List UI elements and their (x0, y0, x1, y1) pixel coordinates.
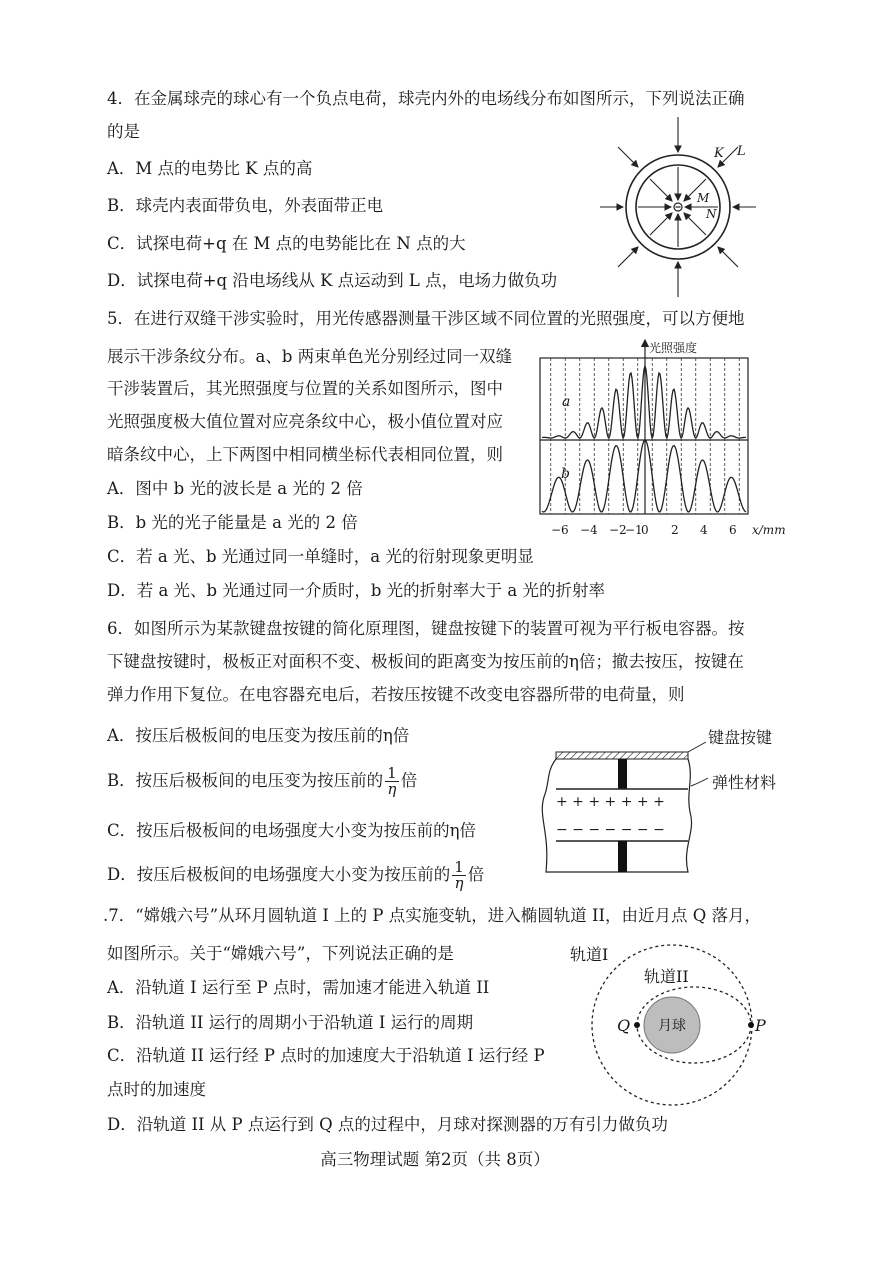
q7-stem-line1: .7．“嫦娥六号”从环月圆轨道 I 上的 P 点实施变轨，进入椭圆轨道 II，由近月点 Q 落月， (103, 906, 762, 925)
q7-orbit2-label: 轨道II (644, 967, 689, 986)
q5-stem-line5: 暗条纹中心，上下两图中相同横坐标代表相同位置，则 (107, 445, 503, 464)
q7-orbit1-label: 轨道I (570, 945, 609, 964)
q6-option-b-suffix: 倍 (400, 771, 418, 790)
q6-option-d (107, 860, 484, 891)
q5-tick-6: 6 (729, 523, 737, 537)
q7-option-c-line2: 点时的加速度 (107, 1080, 206, 1099)
q5-tick-n2: −2 (609, 523, 627, 537)
q5-stem-line2: 展示干涉条纹分布。a、b 两束单色光分别经过同一双缝 (107, 347, 513, 366)
q5-option-a: A．图中 b 光的波长是 a 光的 2 倍 (107, 479, 363, 498)
q6-option-b (107, 766, 417, 797)
q4-option-d: D．试探电荷+q 沿电场线从 K 点运动到 L 点，电场力做负功 (107, 271, 558, 290)
q7-stem-line2: 如图所示。关于“嫦娥六号”，下列说法正确的是 (107, 944, 454, 963)
q5-option-c: C．若 a 光、b 光通过同一单缝时，a 光的衍射现象更明显 (107, 547, 534, 566)
q4-label-k: K (714, 146, 724, 161)
q6-option-d-suffix: 倍 (467, 865, 485, 884)
q7-option-c-line1: C．沿轨道 II 运行经 P 点时的加速度大于沿轨道 I 运行经 P (107, 1046, 545, 1065)
q7-orbit-figure (562, 938, 777, 1108)
q4-option-b: B．球壳内表面带负电，外表面带正电 (107, 196, 384, 215)
q5-xlabel: x/mm (752, 523, 786, 537)
q6-elastic-label: 弹性材料 (712, 773, 777, 792)
q7-option-b: B．沿轨道 II 运行的周期小于沿轨道 I 运行的周期 (107, 1013, 474, 1032)
q6-fraction-numerator: 1 (454, 858, 464, 876)
q5-tick-n1: −1 (625, 523, 643, 537)
q5-tick-2: 2 (671, 523, 679, 537)
q5-stem-line1: 5．在进行双缝干涉实验时，用光传感器测量干涉区域不同位置的光照强度，可以方便地 (107, 309, 745, 328)
q4-label-m: M (697, 191, 710, 205)
q6-minus-charges: − − − − − − − (556, 822, 665, 838)
q4-stem-line2: 的是 (107, 122, 140, 141)
q5-option-d: D．若 a 光、b 光通过同一介质时，b 光的折射率大于 a 光的折射率 (107, 581, 605, 600)
q4-field-line-figure (600, 112, 770, 302)
q5-label-a: a (562, 394, 571, 410)
q7-label-p: P (755, 1016, 766, 1035)
q6-option-d-fraction (452, 860, 466, 891)
q5-label-b: b (561, 466, 570, 482)
q4-stem-line1: 4．在金属球壳的球心有一个负点电荷，球壳内外的电场线分布如图所示，下列说法正确 (107, 89, 745, 108)
q5-interference-figure (538, 336, 790, 546)
q6-stem-line2: 下键盘按键时，极板正对面积不变、极板间的距离变为按压前的η倍；撤去按压，按键在 (107, 652, 744, 671)
q6-fraction-denominator: η (387, 780, 397, 798)
q6-fraction-numerator: 1 (387, 764, 397, 782)
q6-option-b-fraction (385, 766, 399, 797)
q5-tick-n4: −4 (580, 523, 598, 537)
q6-key-label: 键盘按键 (708, 728, 773, 747)
q6-option-a: A．按压后极板间的电压变为按压前的η倍 (107, 726, 410, 745)
q5-stem-line3: 干涉装置后，其光照强度与位置的关系如图所示，图中 (107, 379, 503, 398)
q6-fraction-denominator: η (454, 874, 464, 892)
q6-option-d-text: D．按压后极板间的电场强度大小变为按压前的 (107, 865, 451, 884)
page-footer: 高三物理试题 第2页（共 8页） (320, 1150, 550, 1169)
q5-stem-line4: 光照强度极大值位置对应亮条纹中心，极小值位置对应 (107, 412, 503, 431)
q4-option-c: C．试探电荷+q 在 M 点的电势能比在 N 点的大 (107, 234, 466, 253)
q7-option-a: A．沿轨道 I 运行至 P 点时，需加速才能进入轨道 II (107, 978, 490, 997)
q4-option-a: A．M 点的电势比 K 点的高 (107, 159, 313, 178)
q5-option-b: B．b 光的光子能量是 a 光的 2 倍 (107, 513, 358, 532)
q5-ylabel: 光照强度 (649, 341, 698, 355)
q7-label-q: Q (617, 1016, 631, 1035)
q7-option-d: D．沿轨道 II 从 P 点运行到 Q 点的过程中，月球对探测器的万有引力做负功 (107, 1115, 668, 1134)
q6-stem-line3: 弹力作用下复位。在电容器充电后，若按压按键不改变电容器所带的电荷量，则 (107, 685, 685, 704)
q5-tick-0: 0 (641, 523, 649, 537)
q6-option-c: C．按压后极板间的电场强度大小变为按压前的η倍 (107, 821, 477, 840)
q4-label-n: N (706, 207, 717, 221)
q5-tick-n6: −6 (551, 523, 569, 537)
q7-moon-label: 月球 (658, 1018, 686, 1034)
q5-tick-4: 4 (700, 523, 708, 537)
q4-label-l: L (737, 144, 746, 159)
q6-plus-charges: + + + + + + + (556, 794, 665, 810)
q6-stem-line1: 6．如图所示为某款键盘按键的简化原理图，键盘按键下的装置可视为平行板电容器。按 (107, 619, 745, 638)
q6-keyboard-capacitor-figure (536, 722, 816, 882)
q6-option-b-text: B．按压后极板间的电压变为按压前的 (107, 771, 384, 790)
